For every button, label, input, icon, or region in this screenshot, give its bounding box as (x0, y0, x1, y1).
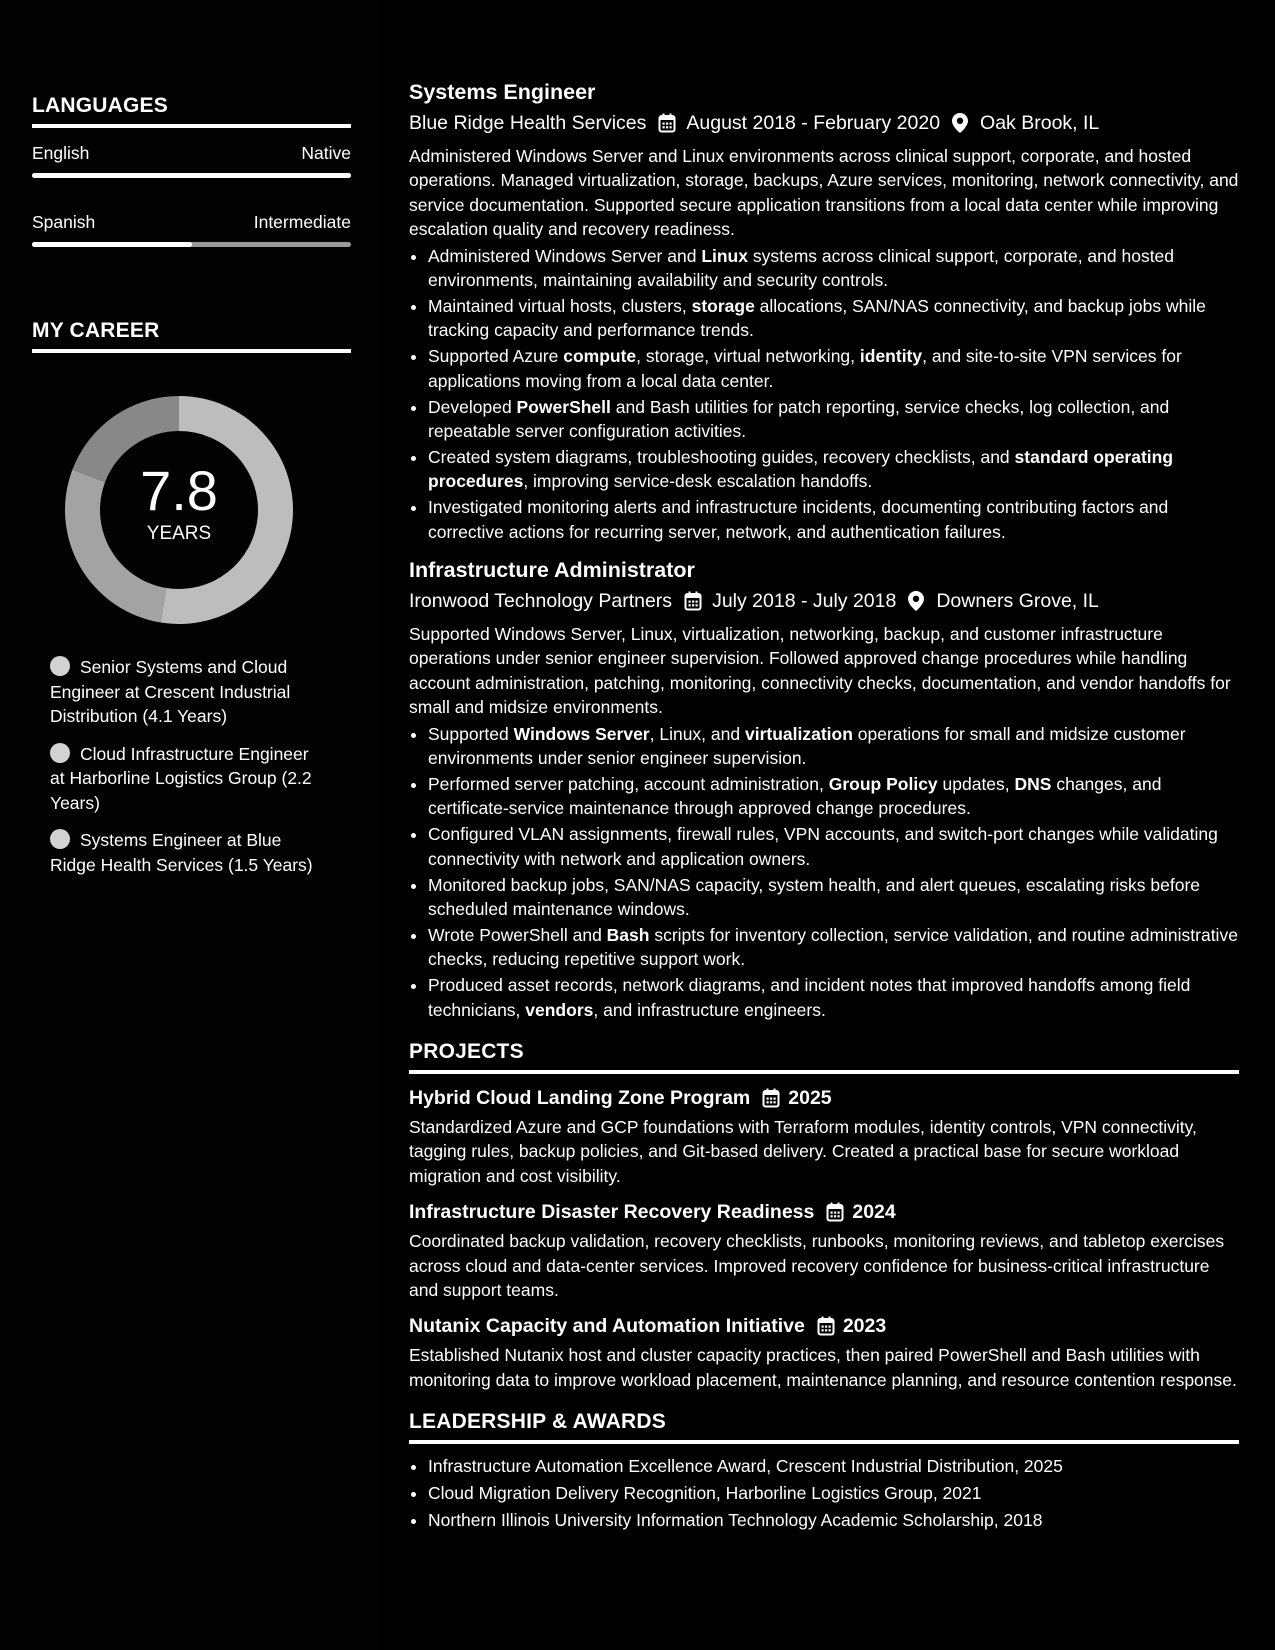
job-summary: Supported Windows Server, Linux, virtualization, networking, backup, and customer infrastructure operations under senior engineer supervision. Followed approved change procedures while handling account administration, patching, monitoring, connectivity checks, documentation, and vendor handoffs for small and midsize environments. (409, 624, 1231, 718)
bullet-keyword: Group Policy (828, 773, 938, 794)
job-meta (409, 587, 1239, 615)
bullet-text: operations for small and midsize customer environments under senior engineer supervision. (428, 723, 1186, 769)
bullet-text: , storage, virtual networking, (636, 346, 860, 367)
career-total-value: 7.8 (140, 459, 218, 522)
career-donut-chart (64, 395, 294, 625)
job-bullet (428, 395, 1239, 444)
projects-heading: PROJECTS (409, 1040, 1239, 1074)
project-name: Nutanix Capacity and Automation Initiative (409, 1315, 805, 1338)
calendar-icon (817, 1316, 835, 1336)
project-header (409, 1313, 1239, 1339)
sidebar-content (32, 94, 351, 890)
job-bullet (428, 722, 1239, 771)
bullet-text: Supported Azure (428, 346, 564, 367)
bullet-text: Maintained virtual hosts, clusters, (428, 295, 692, 316)
bullet-text: updates, (937, 773, 1015, 794)
bullet-keyword: vendors (525, 999, 594, 1020)
location-pin-icon (908, 591, 926, 611)
language-proficiency-fill (32, 242, 192, 247)
language-name: Spanish (32, 212, 96, 232)
calendar-icon (658, 113, 676, 133)
bullet-text: scripts for inventory collection, service validation, and routine administrative checks, reducing repetitive support work. (428, 924, 1238, 970)
job-bullet (428, 873, 1239, 922)
project-entry (409, 1199, 1239, 1302)
experience-entry (409, 78, 1239, 544)
bullet-text: Configured VLAN assignments, firewall rules, VPN accounts, and switch-port changes while validating connectivity with network and application owners. (428, 824, 1218, 869)
project-entry (409, 1085, 1239, 1188)
career-legend (50, 655, 325, 877)
legend-dot-icon (50, 656, 70, 676)
career-total (64, 395, 294, 625)
career-item (50, 828, 325, 877)
bullet-text: Investigated monitoring alerts and infrastructure incidents, documenting contributing factors and corrective actions for recurring server, network, and authentication failures. (428, 497, 1169, 542)
project-year: 2024 (852, 1201, 896, 1224)
job-title: Infrastructure Administrator (409, 558, 695, 582)
bullet-text: , improving service-desk escalation handoffs. (523, 471, 873, 492)
bullet-text: Supported (428, 723, 514, 744)
bullet-keyword: storage (691, 295, 755, 316)
job-location: Oak Brook, IL (980, 112, 1100, 134)
project-name: Hybrid Cloud Landing Zone Program (409, 1087, 751, 1109)
award-item: • Cloud Migration Delivery Recognition, Harborline Logistics Group, 2021 (428, 1480, 1239, 1507)
location-pin-icon (952, 113, 970, 133)
bullet-text: Produced asset records, network diagrams, and incident notes that improved handoffs among field technicians, (428, 975, 1191, 1020)
awards-list (409, 1453, 1239, 1534)
project-year: 2023 (842, 1315, 887, 1338)
company-name: Ironwood Technology Partners (409, 590, 673, 612)
project-description: Standardized Azure and GCP foundations with Terraform modules, identity controls, VPN connectivity, tagging rules, backup policies, and Git-based delivery. Created a practical base for secure workload migration and cost visibility. (409, 1117, 1197, 1186)
main-inner (409, 78, 1239, 1534)
bullet-text: Wrote PowerShell and (428, 924, 607, 945)
bullet-keyword: standard operating procedures (428, 446, 1174, 492)
project-header (409, 1085, 1239, 1111)
bullet-keyword: compute (563, 346, 637, 367)
experience-entry (409, 556, 1239, 1022)
job-bullets (409, 244, 1239, 544)
job-bullet (428, 822, 1239, 871)
bullet-keyword: identity (859, 346, 923, 367)
job-bullet (428, 495, 1239, 544)
project-year: 2025 (788, 1087, 832, 1109)
main-content (380, 0, 1275, 1650)
language-level: Native (301, 143, 351, 163)
job-location: Downers Grove, IL (936, 590, 1099, 612)
bullet-keyword: Bash (606, 924, 650, 945)
project-name: Infrastructure Disaster Recovery Readiness (409, 1201, 815, 1224)
language-proficiency-bar (32, 173, 351, 178)
bullet-text: and Bash utilities for patch reporting, service checks, log collection, and repeatable server configuration activities. (428, 396, 1170, 441)
company-name: Blue Ridge Health Services (409, 112, 647, 134)
project-description: Established Nutanix host and cluster capacity practices, then paired PowerShell and Bash utilities with monitoring data to improve workload placement, maintenance planning, and resource contention response. (409, 1345, 1237, 1390)
career-item-label: Systems Engineer at Blue Ridge Health Services (1.5 Years) (50, 830, 313, 875)
language-spanish (32, 211, 351, 247)
awards-heading: LEADERSHIP & AWARDS (409, 1410, 1239, 1444)
language-row (32, 211, 351, 233)
legend-dot-icon (50, 829, 70, 849)
bullet-text: systems across clinical support, corporate, and hosted environments, maintaining availability and security controls. (428, 245, 1175, 291)
job-bullet (428, 973, 1239, 1022)
bullet-text: Developed (428, 396, 517, 417)
career-item (50, 655, 325, 729)
career-total-unit: YEARS (146, 523, 212, 544)
job-bullet (428, 445, 1239, 494)
legend-dot-icon (50, 743, 70, 763)
language-proficiency-bar (32, 242, 351, 247)
bullet-keyword: virtualization (744, 723, 853, 744)
career-heading: MY CAREER (32, 319, 351, 353)
job-title: Systems Engineer (409, 80, 596, 104)
bullet-text: Performed server patching, account administration, (428, 773, 829, 794)
career-item (50, 742, 325, 816)
project-entry (409, 1313, 1239, 1392)
job-bullet (428, 244, 1239, 293)
calendar-icon (762, 1088, 780, 1108)
career-item-label: Cloud Infrastructure Engineer at Harborline Logistics Group (2.2 Years) (50, 743, 312, 813)
bullet-keyword: Windows Server (513, 723, 650, 744)
sidebar (0, 0, 380, 1650)
bullet-keyword: PowerShell (516, 396, 611, 417)
calendar-icon (684, 591, 702, 611)
project-header (409, 1199, 1239, 1225)
job-meta (409, 109, 1239, 137)
bullet-keyword: DNS (1014, 773, 1052, 794)
job-bullet (428, 923, 1239, 972)
bullet-text: changes, and certificate-service maintenance through approved change procedures. (428, 773, 1162, 819)
bullet-text: , and site-to-site VPN services for applications moving from a local data center. (428, 346, 1182, 391)
calendar-icon (826, 1202, 844, 1222)
languages-heading: LANGUAGES (32, 94, 351, 128)
language-english (32, 142, 351, 178)
job-bullet (428, 294, 1239, 343)
language-name: English (32, 143, 90, 163)
bullet-text: , and infrastructure engineers. (593, 999, 826, 1020)
language-proficiency-fill (32, 173, 351, 178)
job-bullet (428, 772, 1239, 821)
bullet-text: , Linux, and (649, 723, 745, 744)
career-item-label: Senior Systems and Cloud Engineer at Crescent Industrial Distribution (4.1 Years) (50, 657, 291, 726)
job-summary: Administered Windows Server and Linux environments across clinical support, corporate, and hosted operations. Managed virtualization, storage, backups, Azure services, monitoring, network connectivity, and service documentation. Supported secure application transitions from a local data center while improving escalation quality and recovery readiness. (409, 146, 1239, 240)
job-dates: August 2018 - February 2020 (686, 112, 941, 134)
award-item: • Infrastructure Automation Excellence Award, Crescent Industrial Distribution, 2025 (428, 1453, 1239, 1480)
bullet-text: Created system diagrams, troubleshooting guides, recovery checklists, and (428, 446, 1015, 467)
job-dates: July 2018 - July 2018 (712, 590, 897, 612)
language-row (32, 142, 351, 164)
bullet-text: Monitored backup jobs, SAN/NAS capacity, system health, and alert queues, escalating risks before scheduled maintenance windows. (428, 874, 1201, 919)
bullet-text: allocations, SAN/NAS connectivity, and backup jobs while tracking capacity and performance trends. (428, 295, 1206, 341)
bullet-keyword: Linux (701, 245, 748, 266)
job-bullets (409, 722, 1239, 1022)
job-bullet (428, 344, 1239, 393)
language-level: Intermediate (253, 212, 351, 232)
project-description: Coordinated backup validation, recovery checklists, runbooks, monitoring reviews, and tabletop exercises across cloud and data-center services. Improved recovery confidence for business-critical infrastructure and support teams. (409, 1231, 1225, 1301)
award-item: • Northern Illinois University Information Technology Academic Scholarship, 2018 (428, 1507, 1239, 1534)
bullet-text: Administered Windows Server and (428, 245, 702, 266)
